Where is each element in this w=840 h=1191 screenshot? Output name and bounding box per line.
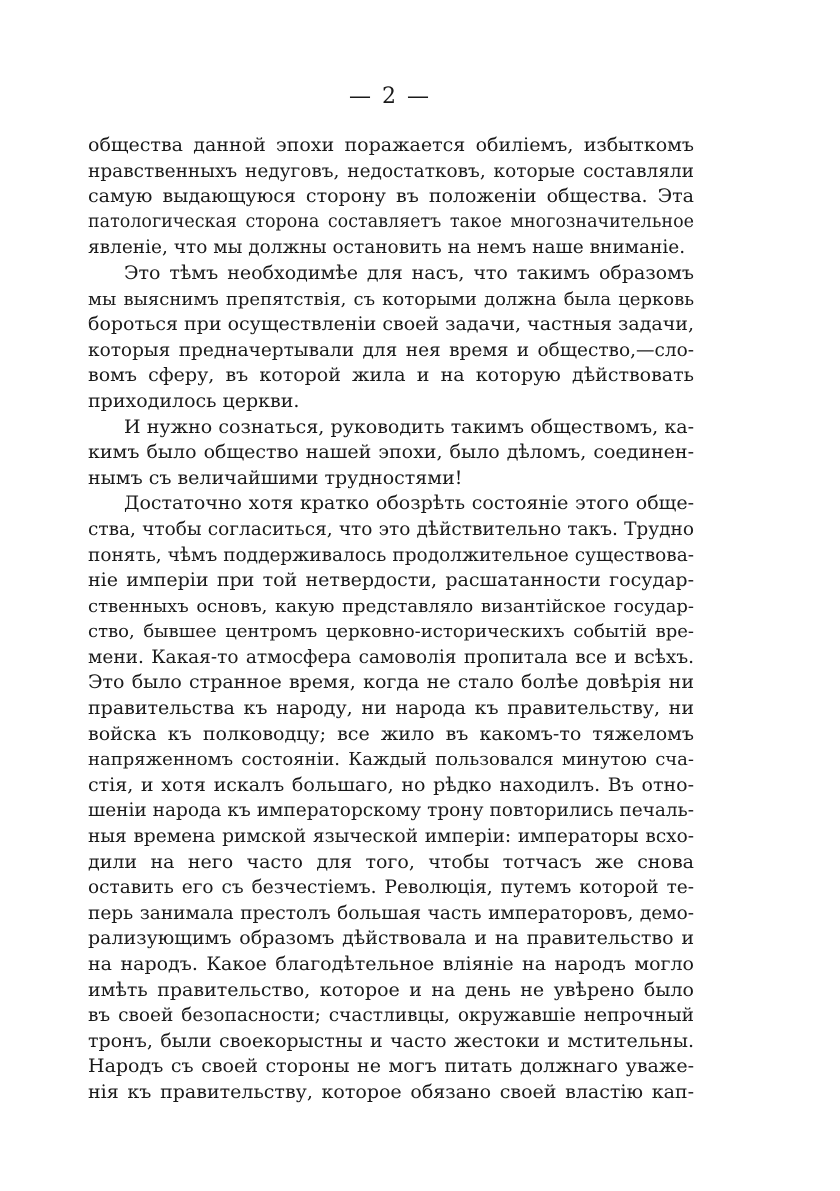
- text-line: явленіе, что мы должны остановить на немъ наше вниманіе.: [88, 237, 686, 259]
- text-line: бороться при осуществленіи своей задачи, частныя задачи,: [88, 313, 694, 336]
- text-line: напряженномъ состояніи. Каждый пользовался минутою сча-: [88, 749, 694, 771]
- text-line: ство, бывшее центромъ церковно-историческихъ событій вре-: [88, 621, 694, 643]
- text-line: кимъ было общество нашей эпохи, было дѣломъ, соединен-: [88, 441, 694, 464]
- text-line: нымъ съ величайшими трудностями!: [88, 466, 463, 489]
- text-line: И нужно сознаться, руководить такимъ обществомъ, ка-: [124, 415, 694, 438]
- text-line: на народъ. Какое благодѣтельное вліяніе на народъ могло: [88, 953, 694, 975]
- page-number: — 2 —: [349, 84, 431, 109]
- text-line: которыя предначертывали для нея время и общество,—сло-: [88, 339, 694, 361]
- text-line: ныя времена римской языческой имперіи: императоры всхо-: [88, 826, 694, 848]
- text-line: понять, чѣмъ поддерживалось продолжительное существова-: [88, 544, 694, 566]
- text-line: приходилось церкви.: [88, 389, 300, 412]
- text-line: Достаточно хотя кратко обозрѣть состояніе этого обще-: [124, 492, 694, 515]
- text-line: дили на него часто для того, чтобы тотчасъ же снова: [88, 850, 694, 873]
- text-line: мы выяснимъ препятствія, съ которыми должна была церковь: [88, 288, 694, 310]
- text-line: оставить его съ безчестіемъ. Революція, путемъ которой те-: [88, 877, 694, 899]
- text-line: Это было странное время, когда не стало болѣе довѣрія ни: [88, 671, 694, 694]
- text-line: нія къ правительству, которое обязано своей властію кап-: [88, 1080, 694, 1103]
- text-line: ства, чтобы согласиться, что это дѣйствительно такъ. Трудно: [88, 518, 694, 540]
- text-line: стія, и хотя искалъ большаго, но рѣдко находилъ. Въ отно-: [88, 773, 694, 796]
- text-line: нравственныхъ недуговъ, недостатковъ, которые составляли: [88, 160, 694, 182]
- text-line: вомъ сферу, въ которой жила и на которую дѣйствовать: [88, 364, 694, 387]
- text-line: патологическая сторона составляетъ такое многозначительное: [88, 211, 694, 232]
- body-text: [88, 133, 694, 1106]
- text-line: въ своей безопасности; счастливцы, окружавшіе непрочный: [88, 1005, 694, 1027]
- text-line: мени. Какая-то атмосфера самоволія пропитала все и всѣхъ.: [88, 646, 694, 668]
- text-line: рализующимъ образомъ дѣйствовала и на правительство и: [88, 927, 694, 950]
- text-line: шеніи народа къ императорскому трону повторились печаль-: [88, 800, 694, 822]
- text-line: перь занимала престолъ большая часть императоровъ, демо-: [88, 902, 694, 924]
- text-line: самую выдающуюся сторону въ положеніи общества. Эта: [88, 185, 694, 208]
- text-line: ніе имперіи при той нетвердости, расшатанности государ-: [88, 569, 694, 592]
- text-line: правительства къ народу, ни народа къ правительству, ни: [88, 697, 694, 720]
- text-line: Это тѣмъ необходимѣе для насъ, что такимъ образомъ: [124, 261, 694, 284]
- text-line: Народъ съ своей стороны не могъ питать должнаго уваже-: [88, 1055, 694, 1078]
- text-line: тронъ, были своекорыстны и часто жестоки и мстительны.: [88, 1029, 694, 1052]
- text-line: общества данной эпохи поражается обиліемъ, избыткомъ: [88, 134, 694, 156]
- text-line: ственныхъ основъ, какую представляло византійское государ-: [88, 595, 694, 617]
- text-line: войска къ полководцу; все жило въ какомъ-то тяжеломъ: [88, 722, 694, 745]
- text-line: имѣть правительство, которое и на день не увѣрено было: [88, 978, 694, 1001]
